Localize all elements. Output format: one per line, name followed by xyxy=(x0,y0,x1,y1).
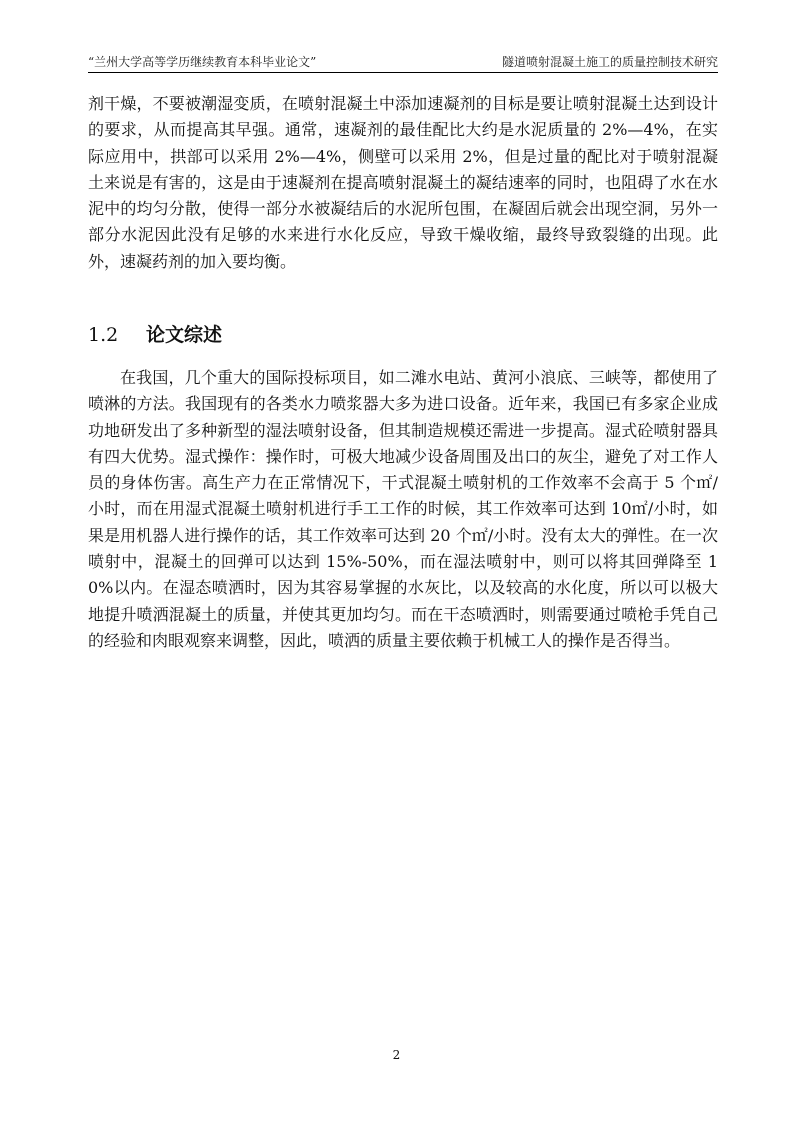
body-paragraph: 剂干燥，不要被潮湿变质，在喷射混凝土中添加速凝剂的目标是要让喷射混凝土达到设计的要求，从而提高其早强。通常，速凝剂的最佳配比大约是水泥质量的 2%—4%，在实际应用中，拱部可以采用 2%—4%，侧壁可以采用 2%，但是过量的配比对于喷射混凝土来说是有害的，这是由于速凝剂在提高喷射混凝土的凝结速率的同时，也阻碍了水在水泥中的均匀分散，使得一部分水被凝结后的水泥所包围，在凝固后就会出现空洞，另外一部分水泥因此没有足够的水来进行水化反应，导致干燥收缩，最终导致裂缝的出现。此外，速凝药剂的加入要均衡。 xyxy=(88,94,718,271)
body-paragraph: 在我国，几个重大的国际投标项目，如二滩水电站、黄河小浪底、三峡等，都使用了喷淋的方法。我国现有的各类水力喷浆器大多为进口设备。近年来，我国已有多家企业成功地研发出了多种新型的湿法喷射设备，但其制造规模还需进一步提高。湿式砼喷射器具有四大优势。湿式操作：操作时，可极大地减少设备周围及出口的灰尘，避免了对工作人员的身体伤害。高生产力在正常情况下，干式混凝土喷射机的工作效率不会高于 5 个㎡/小时，而在用湿式混凝土喷射机进行手工工作的时候，其工作效率可达到 10㎡/小时，如果是用机器人进行操作的话，其工作效率可达到 20 个㎡/小时。没有太大的弹性。在一次喷射中，混凝土的回弹可以达到 15%-50%，而在湿法喷射中，则可以将其回弹降至 10%以内。在湿态喷洒时，因为其容易掌握的水灰比，以及较高的水化度，所以可以极大地提升喷洒混凝土的质量，并使其更加均匀。而在干态喷洒时，则需要通过喷枪手凭自己的经验和肉眼观察来调整，因此，喷洒的质量主要依赖于机械工人的操作是否得当。 xyxy=(88,368,718,650)
section-heading xyxy=(88,320,222,350)
page-header xyxy=(88,52,718,72)
page-number: 2 xyxy=(392,1048,401,1062)
thesis-title: 隧道喷射混凝土施工的质量控制技术研究 xyxy=(501,55,718,69)
header-divider xyxy=(88,72,718,73)
thesis-series-title: “兰州大学高等学历继续教育本科毕业论文” xyxy=(88,55,317,69)
section-title: 论文综述 xyxy=(146,324,223,346)
section-number: 1.2 xyxy=(88,324,119,346)
